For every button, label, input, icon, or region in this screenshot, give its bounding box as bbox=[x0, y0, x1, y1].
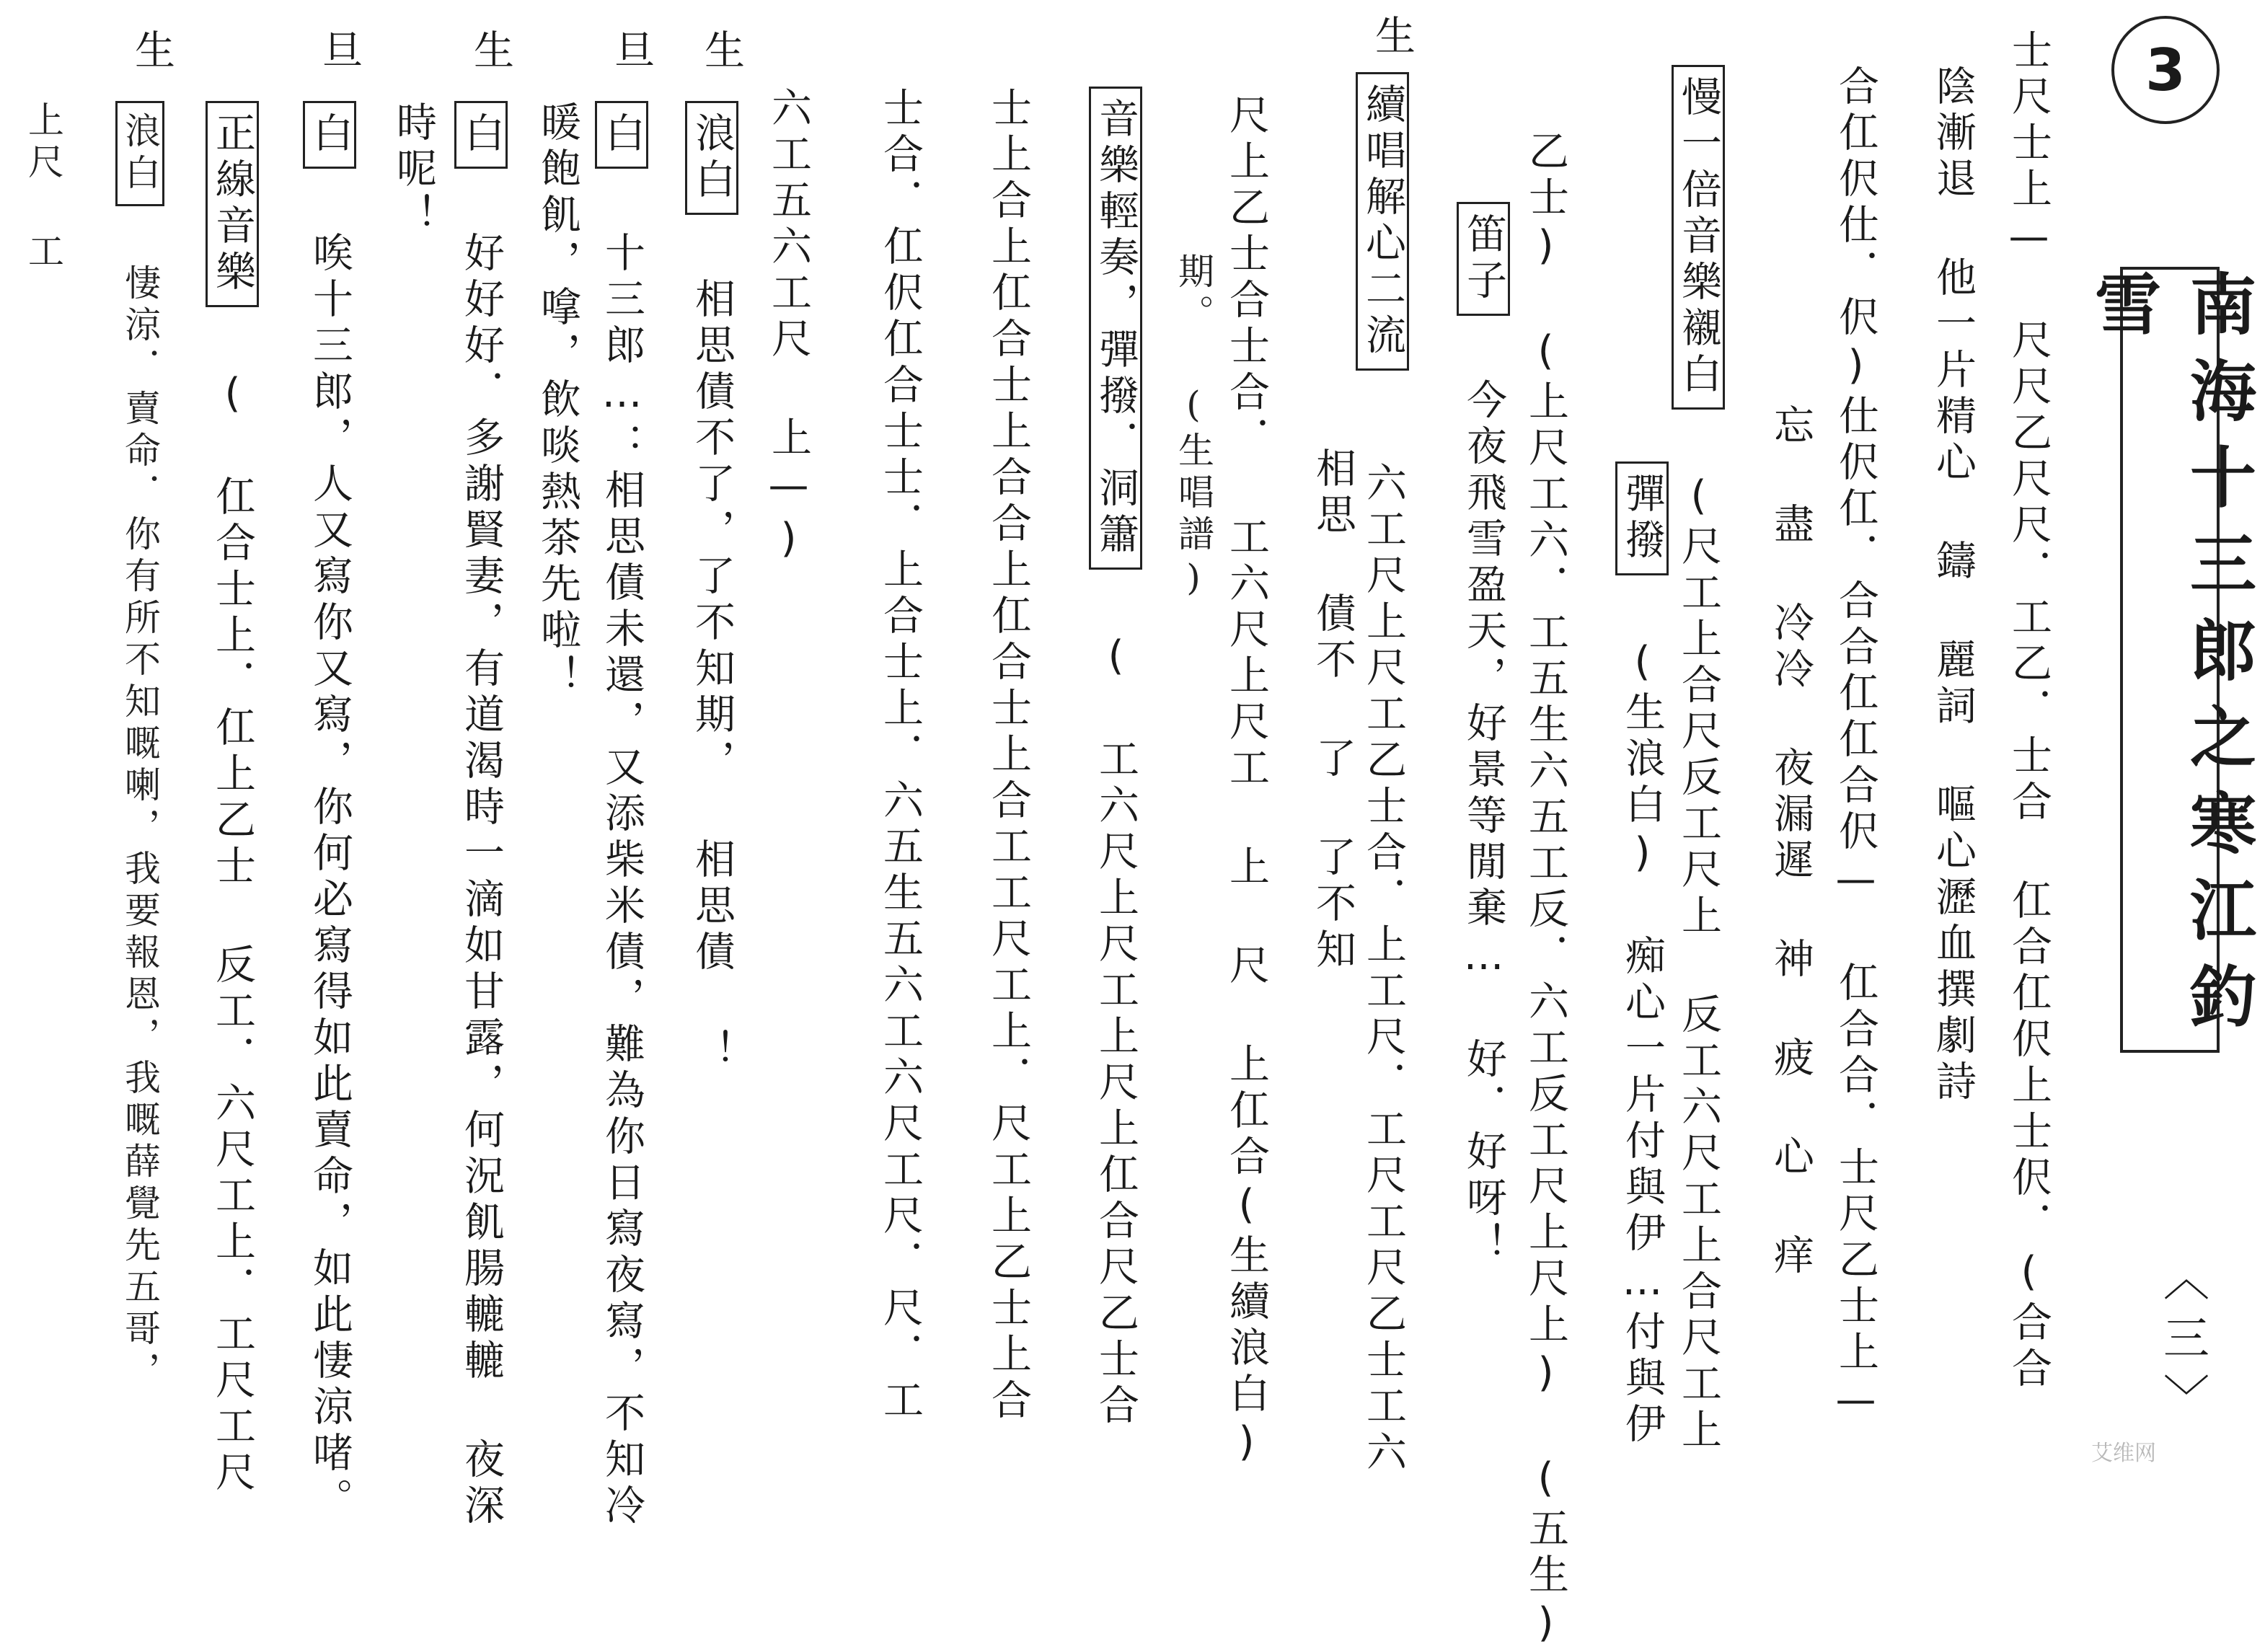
score-column-2: 合仜伬仕．伬)仕伬仜．合合仜仜合伬— 仜合合．士尺乙士上— bbox=[1832, 65, 1879, 1429]
speaker-label: 生 bbox=[467, 29, 514, 69]
speech-type-box: 白 bbox=[595, 101, 648, 169]
score-column-9: 士合．仜伬仜合士士．上合士上．六五生五六工六尺工尺．尺．工 bbox=[877, 87, 924, 1425]
lyric-column-6: 期。 (生唱譜) bbox=[1173, 252, 1214, 604]
dialogue-text: 唉十三郎，人又寫你又寫，你何必寫得如此賣命，如此悽涼啫。 bbox=[306, 231, 353, 1524]
dialogue-column-6 bbox=[303, 101, 356, 1524]
title-box bbox=[2084, 267, 2256, 1053]
score-text: ( 工六尺上尺工上尺上仜合尺乙士合 bbox=[1092, 632, 1139, 1430]
speech-type-box: 白 bbox=[454, 101, 508, 169]
lyric-text: (生浪白) 痴心一片付與伊…付與伊 bbox=[1619, 638, 1666, 1449]
speech-type-box: 白 bbox=[303, 101, 356, 169]
score-column-11 bbox=[206, 101, 259, 1497]
instrument-box: 笛子 bbox=[1457, 202, 1510, 316]
dialogue-column-1 bbox=[685, 101, 738, 1075]
page-number: 3 bbox=[2145, 36, 2186, 104]
lyric-column-2: 忘 盡 冷冷 夜漏遲 神 疲 心 痒 bbox=[1767, 404, 1814, 1280]
lyric-column-4 bbox=[1457, 202, 1510, 1268]
score-column-3 bbox=[1672, 65, 1725, 1454]
instrument-box: 彈撥 bbox=[1615, 461, 1669, 575]
speech-type-box: 浪白 bbox=[115, 101, 164, 206]
speaker-label: 生 bbox=[1369, 14, 1416, 55]
direction-box: 慢一倍音樂襯白 bbox=[1672, 65, 1725, 410]
dialogue-column-3: 暖飽飢，嗱，飲啖熱茶先啦！ bbox=[534, 101, 581, 701]
score-column-4: 乙士) (上尺工六．工五生六五工反．六工反工尺上尺上) (五生) bbox=[1522, 130, 1569, 1652]
dialogue-text: 悽涼．賣命．你有所不知嘅喇，我要報恩，我嘅薛覺先五哥， bbox=[119, 264, 161, 1393]
lyric-text: 今夜飛雪盈天，好景等閒棄… 好．好呀！ bbox=[1460, 379, 1507, 1268]
dialogue-column-5: 時呢！ bbox=[390, 101, 437, 239]
direction-box: 正線音樂 bbox=[206, 101, 259, 307]
score-column-12: 上尺 工 bbox=[22, 101, 64, 274]
score-column-10: 六工五六工尺 上—) bbox=[765, 87, 812, 567]
lyric-column-1: 陰漸退 他一片精心 鑄 麗詞 嘔心瀝血撰劇詩 bbox=[1930, 65, 1977, 1106]
dialogue-column-2 bbox=[595, 101, 648, 1530]
speaker-label: 生 bbox=[698, 29, 745, 69]
page-title: 南海十三郎之寒江釣雪 bbox=[2084, 270, 2256, 1048]
score-column-7 bbox=[1089, 87, 1142, 1430]
speaker-label: 旦 bbox=[608, 29, 655, 69]
dialogue-column-4 bbox=[454, 101, 508, 1530]
direction-column bbox=[1356, 72, 1409, 381]
score-text: (尺工上合尺反工尺上 反工六尺工上合尺工上 bbox=[1675, 472, 1722, 1454]
page-number-circle bbox=[2111, 16, 2220, 124]
direction-box: 續唱解心二流 bbox=[1356, 72, 1409, 371]
part-label: 〈三〉 bbox=[2155, 1255, 2209, 1432]
direction-box: 音樂輕奏，彈撥．洞簫 bbox=[1089, 87, 1142, 570]
lyric-column-5: 相思 債不 了 了不知 bbox=[1310, 447, 1356, 974]
speaker-label: 生 bbox=[128, 29, 175, 69]
speech-type-box: 浪白 bbox=[685, 101, 738, 215]
score-column-5: 六工尺上尺工乙士合．上工尺．工尺工尺乙士工六 bbox=[1360, 461, 1407, 1477]
dialogue-text: 十三郎…：相思債未還，又添柴米債，難為你日寫夜寫，不知冷 bbox=[599, 231, 645, 1530]
score-column-6: 尺上乙士合士合． 工六尺上尺工 上 尺 上仜合(生續浪白) bbox=[1223, 94, 1270, 1471]
dialogue-text: 相思債不了，了不知期， 相思債 ！ bbox=[689, 278, 736, 1075]
dialogue-column-7 bbox=[115, 101, 164, 1393]
score-column-1: 士尺士上— 尺尺乙尺尺．工乙．士合 仜合仜伬上士伬．(合合 bbox=[2005, 29, 2052, 1393]
score-column-8: 士上合上仜合士上合合上仜合士上合工工尺工上．尺工上乙士上合 bbox=[985, 87, 1032, 1425]
watermark: 艾维网 bbox=[2091, 1441, 2156, 1466]
lyric-column-3 bbox=[1615, 461, 1669, 1449]
dialogue-text: 好好好．多謝賢妻，有道渴時一滴如甘露，何況飢腸轆轆 夜深 bbox=[458, 231, 505, 1530]
score-text: ( 仜合士上．仜上乙士 反工．六尺工上．工尺工尺 bbox=[209, 370, 256, 1497]
speaker-label: 旦 bbox=[316, 29, 363, 69]
